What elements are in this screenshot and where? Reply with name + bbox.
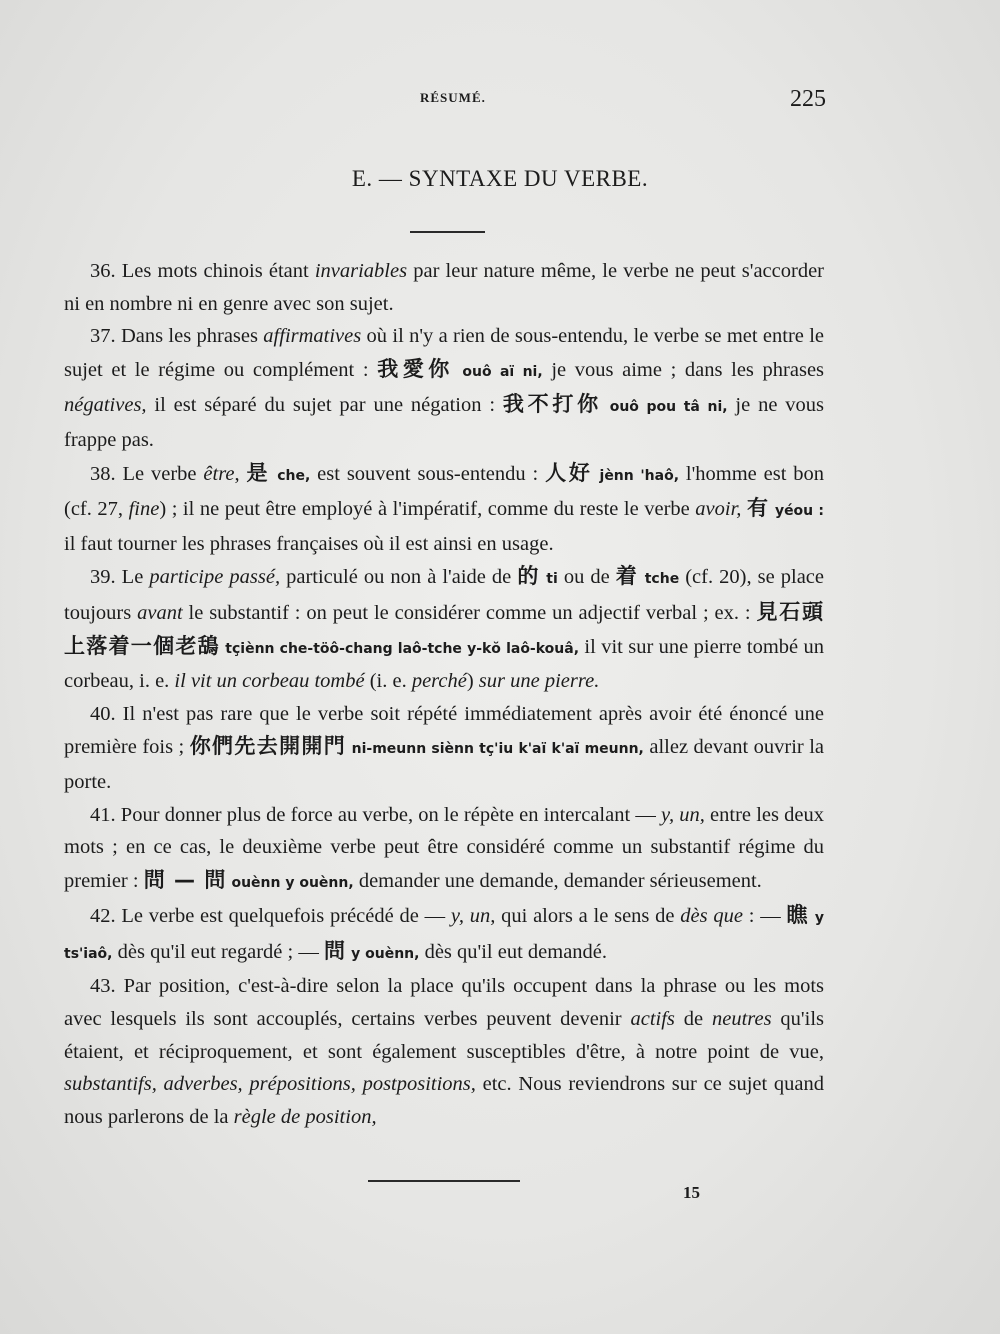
italic-term: sur une pierre. xyxy=(478,670,600,693)
text-run: ou de xyxy=(557,566,616,589)
chinese-characters: 我不打你 xyxy=(502,392,602,417)
chinese-characters: 見石頭上落着一個老鴰 xyxy=(64,599,825,658)
text-run: etc. Nous reviendrons sur ce sujet quand nous parlerons de la xyxy=(64,1073,824,1128)
paragraph-41 xyxy=(64,799,824,900)
text-run: 36. Les mots chinois étant xyxy=(90,260,315,282)
italic-term: règle de position, xyxy=(233,1105,377,1128)
text-run: (cf. 20), se place toujours xyxy=(64,566,825,624)
section-title: E. — SYNTAXE DU VERBE. xyxy=(351,166,649,191)
text-run: 40. Il n'est pas rare que le verbe soit répété immédiatement après avoir été énoncé une première fois ; xyxy=(64,702,824,759)
italic-term: perché xyxy=(411,670,467,693)
text-run: allez devant ouvrir la porte. xyxy=(64,736,825,793)
italic-term: il vit un corbeau tombé xyxy=(174,670,365,693)
paragraph-38 xyxy=(64,457,824,561)
text-run: qu'ils étaient, et réciproquement, et sont également susceptibles d'être, à notre point de vue, xyxy=(64,1008,824,1063)
text-run: : — xyxy=(742,905,787,928)
italic-term: affirmatives xyxy=(263,325,362,348)
text-run: il faut tourner les phrases françaises où il est ainsi en usage. xyxy=(64,532,554,555)
text-run: ) ; il ne peut être employé à l'impératif, comme du reste le verbe xyxy=(159,498,696,521)
text-run: de xyxy=(674,1008,712,1031)
chinese-characters: 人好 xyxy=(545,460,593,485)
text-run: par leur nature même, le verbe ne peut s'accorder ni en nombre ni en genre avec son sujet. xyxy=(64,260,824,315)
text-run: 37. Dans les phrases xyxy=(90,325,264,348)
text-run: dès qu'il eut demandé. xyxy=(419,940,608,963)
chinese-characters: 問 — 問 xyxy=(143,867,227,892)
romanization: tçiènn che-töô-chang laô-tche y-kŏ laô-kouâ, xyxy=(225,640,580,657)
running-header: RÉSUMÉ. xyxy=(420,90,486,105)
chinese-characters: 是 xyxy=(246,460,271,485)
signature-mark: 15 xyxy=(683,1183,700,1202)
text-run: où il n'y a rien de sous-entendu, le verbe se met entre le sujet et le régime ou complément : xyxy=(64,325,824,381)
text-run: , xyxy=(234,462,247,485)
text-run: 43. Par position, c'est-à-dire selon la place qu'ils occupent dans la phrase ou les mots avec lesquels ils sont accouplés, certains verbes peuvent devenir xyxy=(64,975,824,1031)
body-text xyxy=(64,255,824,1133)
italic-term: neutres xyxy=(711,1008,772,1031)
text-run: 41. Pour donner plus de force au verbe, on le répète en intercalant — xyxy=(90,803,661,826)
chinese-characters: 問 xyxy=(323,938,346,963)
text-run: 38. Le verbe xyxy=(90,462,204,485)
romanization: ouô pou tâ ni, xyxy=(609,399,728,416)
text-run: je vous aime ; dans les phrases xyxy=(542,358,825,381)
italic-term: négatives, xyxy=(64,394,147,417)
chinese-characters: 有 xyxy=(746,496,770,521)
romanization: ouô aï ni, xyxy=(462,363,543,380)
romanization: tche xyxy=(644,571,680,588)
italic-term: être xyxy=(203,462,235,485)
text-run: l'homme est bon (cf. 27, xyxy=(64,462,825,521)
text-run: dès qu'il eut regardé ; — xyxy=(112,940,324,963)
italic-term: y, un, xyxy=(450,905,496,928)
text-run: 42. Le verbe est quelquefois précédé de — xyxy=(90,905,451,928)
romanization: y ouènn, xyxy=(351,945,420,962)
text-run: particulé ou non à l'aide de xyxy=(280,566,518,589)
italic-term: invariables xyxy=(314,260,408,282)
text-run: ) xyxy=(466,670,479,693)
chinese-characters: 的 xyxy=(517,564,541,589)
romanization: jènn 'haô, xyxy=(599,467,680,484)
italic-term: actifs xyxy=(630,1008,675,1031)
romanization: ti xyxy=(546,571,558,588)
italic-term: y, un, xyxy=(661,803,705,826)
text-run: je ne vous frappe pas. xyxy=(64,394,825,451)
page-number: 225 xyxy=(790,86,826,112)
paragraph-42 xyxy=(64,899,824,970)
chinese-characters: 着 xyxy=(615,564,639,589)
paragraph-43 xyxy=(64,970,824,1133)
text-run: le substantif : on peut le considérer comme un adjectif verbal ; ex. : xyxy=(182,601,757,624)
romanization: ni-meunn siènn tç'iu k'aï k'aï meunn, xyxy=(351,741,644,758)
italic-term: substantifs, adverbes, prépositions, postpositions, xyxy=(64,1073,476,1096)
chinese-characters: 你們先去開開門 xyxy=(189,734,347,759)
text-run: entre les deux mots ; en ce cas, le deuxième verbe peut être considéré comme un substantif régime du premier : xyxy=(64,803,824,892)
chinese-characters: 瞧 xyxy=(786,903,810,928)
italic-term: dès que xyxy=(680,905,743,928)
chinese-characters: 我愛你 xyxy=(377,356,454,381)
text-run: il est séparé du sujet par une négation : xyxy=(146,394,503,417)
italic-term: fine xyxy=(128,498,160,521)
title-rule xyxy=(410,231,485,233)
italic-term: participe passé, xyxy=(149,566,281,589)
italic-term: avoir, xyxy=(695,498,742,521)
romanization: ouènn y ouènn, xyxy=(231,874,354,891)
text-run: il vit sur une pierre tombé un corbeau, i. e. xyxy=(64,635,824,693)
bottom-rule xyxy=(368,1180,520,1182)
text-run: 39. Le xyxy=(90,566,150,589)
text-run: est souvent sous-entendu : xyxy=(310,462,546,485)
italic-term: avant xyxy=(137,601,183,624)
text-run: (i. e. xyxy=(364,670,412,693)
romanization: y ts'iaô, xyxy=(64,910,825,962)
romanization: yéou : xyxy=(774,503,825,520)
paragraph-36 xyxy=(64,255,824,320)
text-run: qui alors a le sens de xyxy=(495,905,681,928)
paragraph-40 xyxy=(64,698,824,799)
paragraph-37 xyxy=(64,320,824,456)
romanization: che, xyxy=(277,467,311,484)
text-run: demander une demande, demander sérieusement. xyxy=(353,869,762,892)
paragraph-39 xyxy=(64,560,824,697)
